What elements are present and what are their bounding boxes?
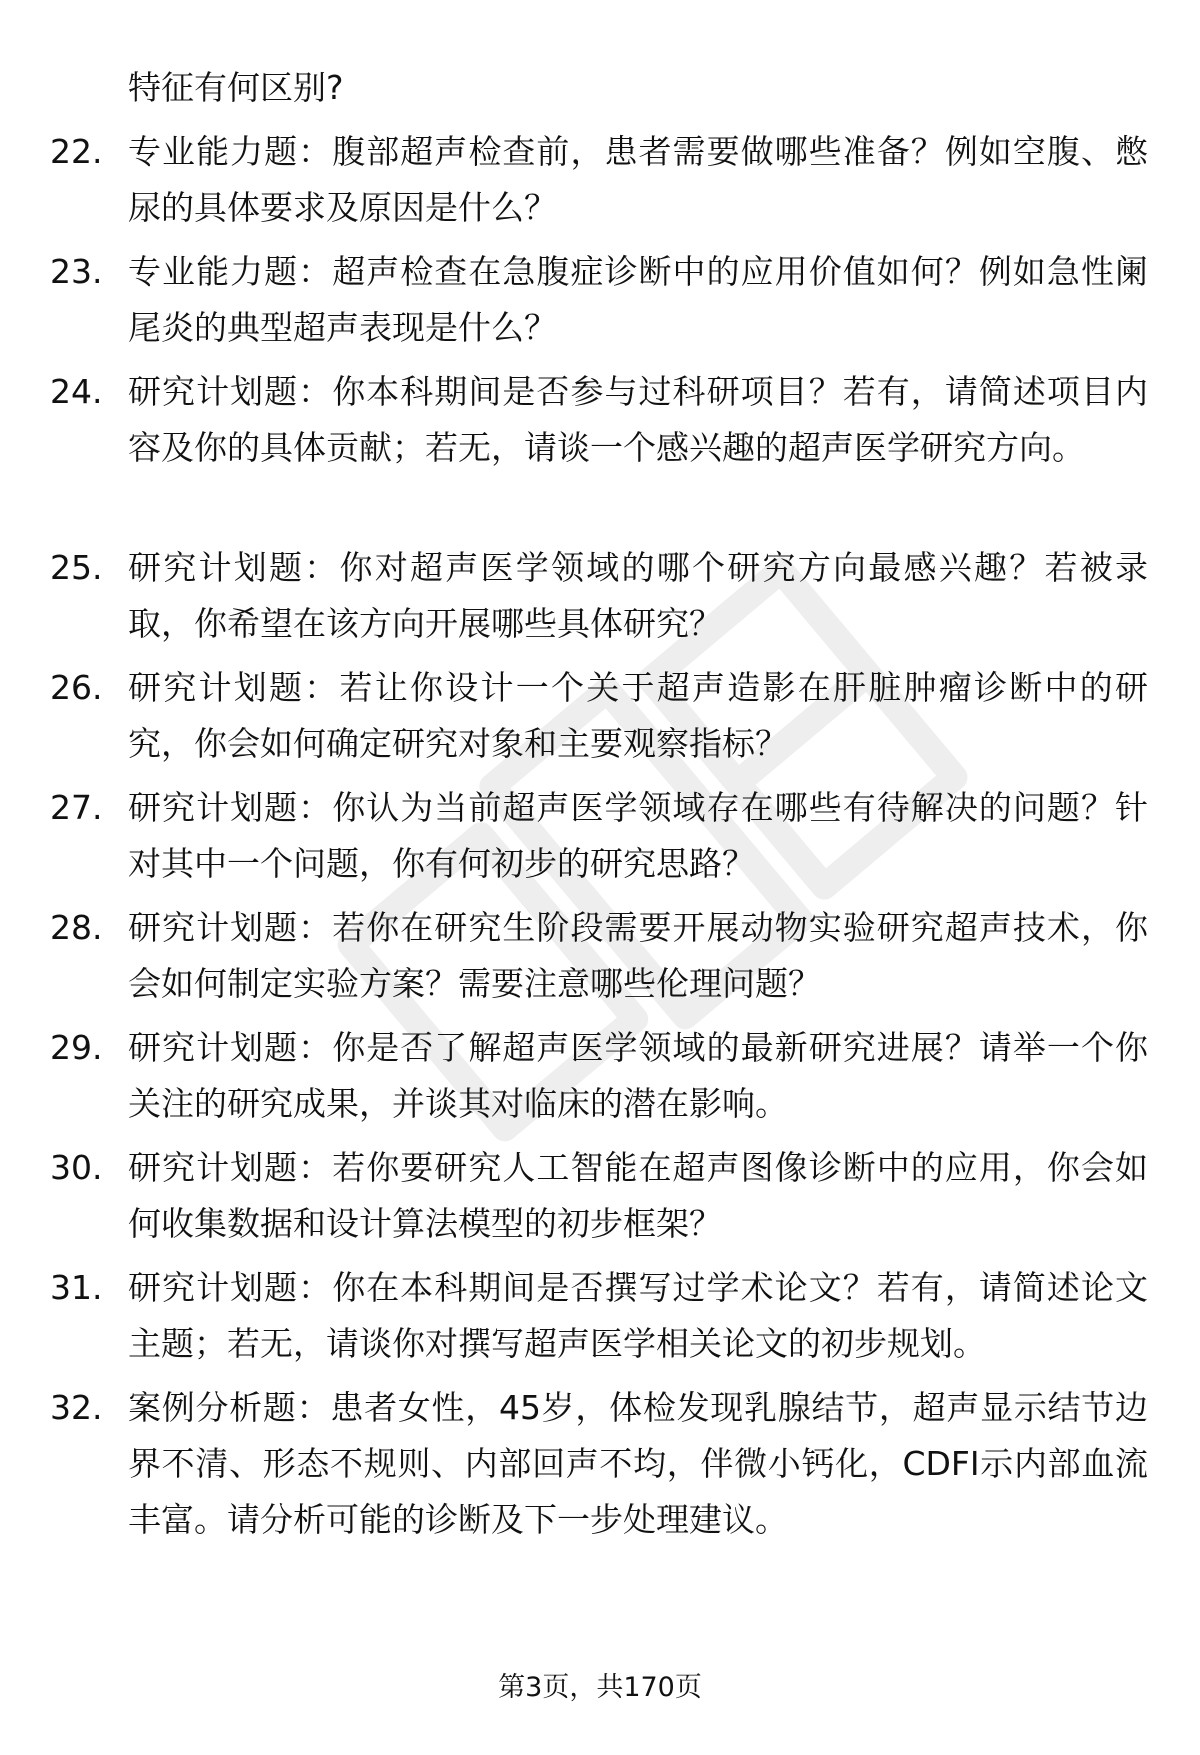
question-text: 研究计划题：若让你设计一个关于超声造影在肝脏肿瘤诊断中的研究，你会如何确定研究对象和主要观察指标？ <box>128 668 1148 763</box>
continued-question-text: 特征有何区别? <box>128 68 344 107</box>
question-number: 22. <box>50 132 103 171</box>
page-number-footer: 第3页，共170页 <box>498 1672 702 1703</box>
question-number: 31. <box>50 1268 103 1307</box>
question-text: 研究计划题：若你在研究生阶段需要开展动物实验研究超声技术，你会如何制定实验方案？需要注意哪些伦理问题？ <box>128 908 1148 1003</box>
question-number: 26. <box>50 668 103 707</box>
question-text: 研究计划题：你认为当前超声医学领域存在哪些有待解决的问题？针对其中一个问题，你有何初步的研究思路？ <box>128 788 1148 883</box>
question-number: 29. <box>50 1028 103 1067</box>
question-text: 研究计划题：你在本科期间是否撰写过学术论文？若有，请简述论文主题；若无，请谈你对撰写超声医学相关论文的初步规划。 <box>128 1268 1148 1363</box>
question-number: 32. <box>50 1388 103 1427</box>
question-text: 研究计划题：你本科期间是否参与过科研项目？若有，请简述项目内容及你的具体贡献；若无，请谈一个感兴趣的超声医学研究方向。 <box>128 372 1148 467</box>
question-number: 30. <box>50 1148 103 1187</box>
question-text: 专业能力题：腹部超声检查前，患者需要做哪些准备？例如空腹、憋尿的具体要求及原因是什么？ <box>128 132 1148 227</box>
question-text: 研究计划题：若你要研究人工智能在超声图像诊断中的应用，你会如何收集数据和设计算法模型的初步框架？ <box>128 1148 1148 1243</box>
question-text: 专业能力题：超声检查在急腹症诊断中的应用价值如何？例如急性阑尾炎的典型超声表现是什么？ <box>128 252 1148 347</box>
question-text: 研究计划题：你是否了解超声医学领域的最新研究进展？请举一个你关注的研究成果，并谈其对临床的潜在影响。 <box>128 1028 1148 1123</box>
question-number: 25. <box>50 548 103 587</box>
question-number: 23. <box>50 252 103 291</box>
question-text: 案例分析题：患者女性，45岁，体检发现乳腺结节，超声显示结节边界不清、形态不规则、内部回声不均，伴微小钙化，CDFI示内部血流丰富。请分析可能的诊断及下一步处理建议。 <box>128 1388 1148 1539</box>
question-text: 研究计划题：你对超声医学领域的哪个研究方向最感兴趣？若被录取，你希望在该方向开展哪些具体研究？ <box>128 548 1148 643</box>
question-number: 28. <box>50 908 103 947</box>
question-number: 24. <box>50 372 103 411</box>
question-number: 27. <box>50 788 103 827</box>
